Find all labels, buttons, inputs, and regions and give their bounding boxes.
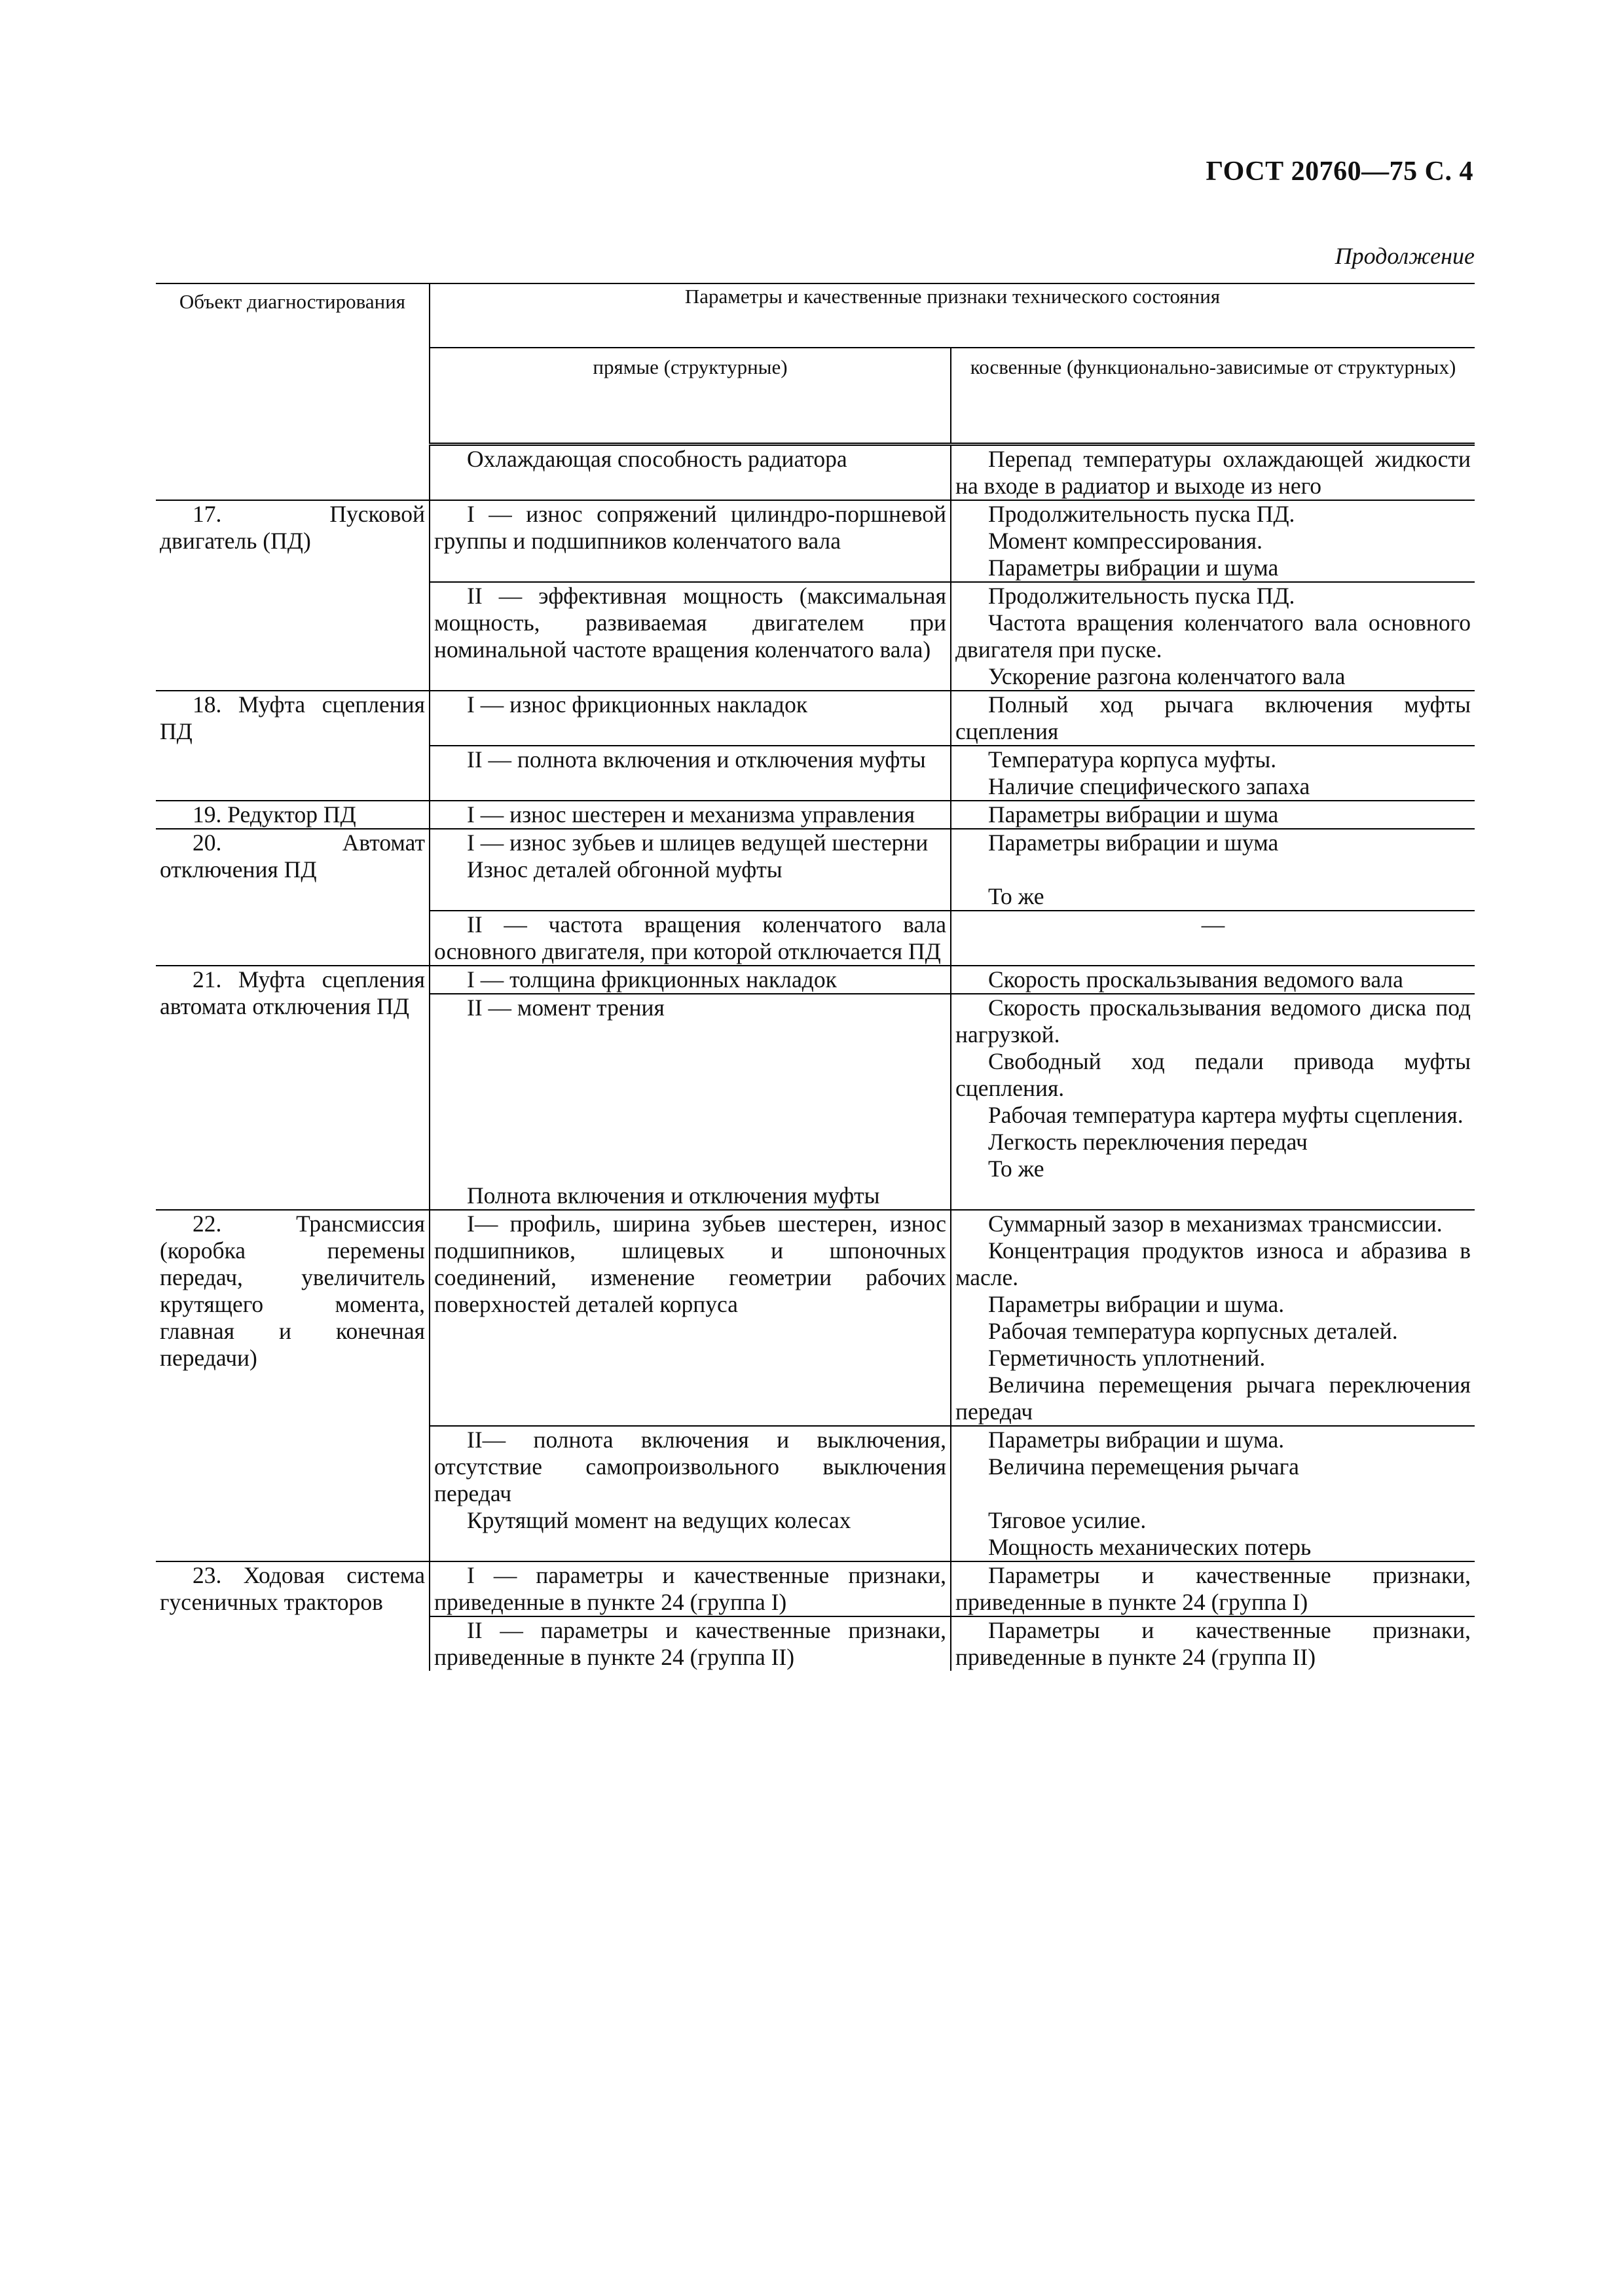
- table-row: [156, 829, 1475, 911]
- table-row: [156, 966, 1475, 994]
- direct-cell: II— полнота включения и выключения, отсутствие самопроизвольного выключения передач Крутящий момент на ведущих колесах: [430, 1426, 951, 1561]
- direct-cell: I — толщина фрикционных накладок: [430, 966, 951, 994]
- table-row: [156, 1561, 1475, 1616]
- continuation-label: Продолжение: [1335, 243, 1475, 269]
- diagnostics-table: [156, 283, 1475, 1671]
- object-cell: 22. Трансмиссия (коробка перемены передач, увеличитель крутящего момента, главная и конечная передачи): [156, 1210, 430, 1561]
- table-row: [156, 500, 1475, 582]
- direct-cell: II — момент трения Полнота включения и отключения муфты: [430, 994, 951, 1210]
- indirect-cell: Параметры вибрации и шума: [951, 801, 1475, 829]
- object-cell: 19. Редуктор ПД: [156, 801, 430, 829]
- direct-cell: I — параметры и качественные признаки, приведенные в пункте 24 (группа I): [430, 1561, 951, 1616]
- indirect-cell: Продолжительность пуска ПД. Момент компрессирования. Параметры вибрации и шума: [951, 500, 1475, 582]
- table-row: [156, 691, 1475, 746]
- object-cell: 17. Пусковой двигатель (ПД): [156, 500, 430, 691]
- indirect-cell: Параметры вибрации и шума. Величина перемещения рычага Тяговое усилие. Мощность механических потерь: [951, 1426, 1475, 1561]
- object-cell: 20. Автомат отключения ПД: [156, 829, 430, 966]
- direct-cell: II — частота вращения коленчатого вала основного двигателя, при которой отключается ПД: [430, 911, 951, 966]
- indirect-cell: Перепад температуры охлаждающей жидкости на входе в радиатор и выходе из него: [951, 445, 1475, 501]
- object-cell: 18. Муфта сцепления ПД: [156, 691, 430, 801]
- object-cell: 23. Ходовая система гусеничных тракторов: [156, 1561, 430, 1671]
- direct-cell: I — износ фрикционных накладок: [430, 691, 951, 746]
- table-row: [156, 445, 1475, 501]
- direct-cell: Охлаждающая способность радиатора: [430, 445, 951, 501]
- indirect-cell: Скорость проскальзывания ведомого вала: [951, 966, 1475, 994]
- header-object: Объект диагностирования: [156, 283, 430, 445]
- header-direct: прямые (структурные): [430, 348, 951, 445]
- object-cell: [156, 445, 430, 501]
- table-row: [156, 801, 1475, 829]
- indirect-cell: Продолжительность пуска ПД. Частота вращения коленчатого вала основного двигателя при пуске. Ускорение разгона коленчатого вала: [951, 582, 1475, 691]
- page-header: ГОСТ 20760—75 С. 4: [1206, 156, 1473, 187]
- table-row: [156, 1210, 1475, 1426]
- indirect-cell: Параметры вибрации и шума То же: [951, 829, 1475, 911]
- indirect-cell: Температура корпуса муфты. Наличие специфического запаха: [951, 746, 1475, 801]
- indirect-cell: Параметры и качественные признаки, приведенные в пункте 24 (группа II): [955, 1617, 1471, 1670]
- direct-cell: II — параметры и качественные признаки, приведенные в пункте 24 (группа II): [430, 1616, 951, 1671]
- header-params: Параметры и качественные признаки технического состояния: [430, 283, 1475, 348]
- direct-cell: I— профиль, ширина зубьев шестерен, износ подшипников, шлицевых и шпоночных соединений, изменение геометрии рабочих поверхностей деталей корпуса: [430, 1210, 951, 1426]
- direct-cell: II — эффективная мощность (максимальная мощность, развиваемая двигателем при номинальной частоте вращения коленчатого вала): [430, 582, 951, 691]
- indirect-cell: Полный ход рычага включения муфты сцепления: [951, 691, 1475, 746]
- indirect-cell: Суммарный зазор в механизмах трансмиссии. Концентрация продуктов износа и абразива в масле. Параметры вибрации и шума. Рабочая температура корпусных деталей. Герметичность уплотнений. Величина перемещения рычага переключения передач: [951, 1210, 1475, 1426]
- direct-cell: I — износ зубьев и шлицев ведущей шестерни Износ деталей обгонной муфты: [430, 829, 951, 911]
- direct-cell: I — износ шестерен и механизма управления: [430, 801, 951, 829]
- indirect-cell: Скорость проскальзывания ведомого диска под нагрузкой. Свободный ход педали привода муфты сцепления. Рабочая температура картера муфты сцепления. Легкость переключения передач То же: [951, 994, 1475, 1210]
- direct-cell: I — износ сопряжений цилиндро-поршневой группы и подшипников коленчатого вала: [430, 500, 951, 582]
- direct-cell: II — полнота включения и отключения муфты: [430, 746, 951, 801]
- header-indirect: косвенные (функционально-зависимые от структурных): [951, 348, 1475, 445]
- indirect-cell: —: [951, 911, 1475, 966]
- indirect-cell: Параметры и качественные признаки, приведенные в пункте 24 (группа I): [951, 1561, 1475, 1616]
- object-cell: 21. Муфта сцепления автомата отключения ПД: [156, 966, 430, 1210]
